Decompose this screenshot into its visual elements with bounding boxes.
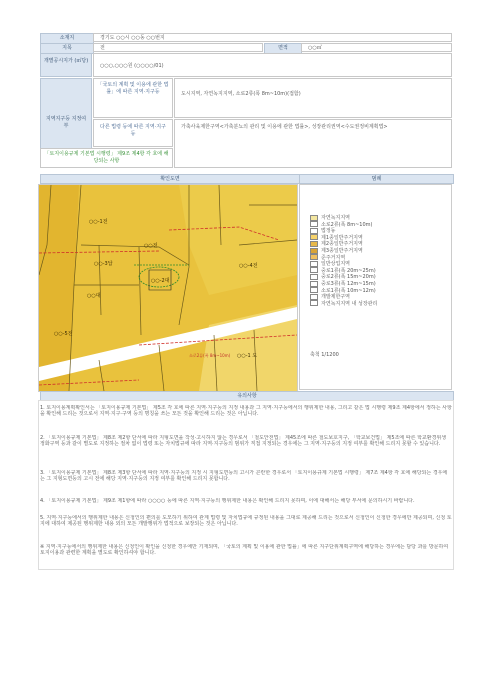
legend-label: 소로1류(폭 10m~12m) xyxy=(321,287,376,294)
legend-label: 법정동 xyxy=(321,228,336,235)
legend-item xyxy=(310,288,376,293)
legend-item xyxy=(310,268,376,273)
legend-swatch xyxy=(310,221,318,227)
map-scale: 축척 1/1200 xyxy=(310,352,339,358)
notice-paragraph: 4. 「토지이용규제 기본법」 제9조 제1항에 따라 ○○○○ 등에 따른 지역·지구등의 행위제한 내용은 확인해 드리지 못하며, 이에 대해서는 해당 부서에 문의하시기 바랍니다. xyxy=(40,498,415,504)
legend-item xyxy=(310,222,372,227)
legend-header: 범례 xyxy=(299,174,454,184)
notice-paragraph: 5. 지역·지구등에서의 행위제한 내용은 신청인의 편의를 도모하기 위하여 관계 법령 및 자치법규에 규정된 내용을 그대로 제공해 드리는 것으로서 신청인이 신청한 경우에만 제공되며, 신청 토지에 대하여 제공된 행위제한 내용 외의 모든 개발행위가 법적으로 보장되는 것은 아닙니다. xyxy=(40,515,452,528)
zoning-row2-label xyxy=(93,119,173,147)
area-value: ○○㎡ xyxy=(301,43,452,52)
map-parcel-label: ○○-1전 xyxy=(89,219,108,225)
map-road-label: 소로2류(폭 8m~10m) xyxy=(189,353,231,358)
zoning-row2-value xyxy=(174,119,452,168)
location-value: 경기도 ○○시 ○○동 ○○번지 xyxy=(93,33,452,42)
map-header: 확인도면 xyxy=(40,174,300,184)
legend-item xyxy=(310,301,377,306)
legend-item xyxy=(310,294,350,299)
legend-item xyxy=(310,255,345,260)
legend-label: 제2종일반주거지역 xyxy=(321,241,363,248)
notice-paragraph: 2. 「토지이용규제 기본법」 제8조 제2항 단서에 따라 지형도면을 작성·고시하지 않는 경우로서 「철도안전법」 제45조에 따른 철도보호지구, 「학교보건법」 제5조에 따른 학교환경위생 정화구역 등과 같이 별도로 지정하는 절차 없이 법령 또는 자치법규에 따라 지역·지구등의 범위가 직접 지정되는 경우에는 그 지역·지구등의 지정 여부를 확인해 드리지 못할 수 있습니다. xyxy=(40,435,447,448)
map-parcel-label: ○○대 xyxy=(87,293,101,299)
map-parcel-label: ○○-4전 xyxy=(239,263,258,269)
map-parcel-label: ○○-2대 xyxy=(151,278,170,284)
zoning-row3-label xyxy=(40,148,173,168)
legend-swatch xyxy=(310,228,318,234)
legend-item xyxy=(310,274,376,279)
legend-label: 제1종일반주거지역 xyxy=(321,234,363,241)
price-label: 개별공시지가 (㎡당) xyxy=(40,53,92,77)
legend-swatch xyxy=(310,294,318,300)
notice-paragraph: ※ 지역·지구등에서의 행위제한 내용은 신청인이 확인을 신청한 경우에만 기재되며, 「국토의 계획 및 이용에 관한 법률」에 따른 지구단위계획구역에 해당하는 경우에는 담당 과를 방문하여 토지이용과 관련한 계획을 별도로 확인하셔야 합니다. xyxy=(40,544,449,557)
legend-label: 중로3류(폭 12m~15m) xyxy=(321,281,376,287)
notice-paragraph: 3. 「토지이용규제 기본법」 제8조 제3항 단서에 따라 지역·지구등의 지정 시 지형도면등의 고시가 곤란한 경우로서 「토지이용규제 기본법 시행령」 제7조 제4항 각 호에 해당되는 경우에는 그 지형도면등의 고시 전에 해당 지역·지구등의 지정 여부를 확인해 드리지 못합니다. xyxy=(40,470,448,483)
legend-item xyxy=(310,248,363,253)
legend-swatch xyxy=(310,287,318,293)
map-parcel-label: ○○-3답 xyxy=(94,261,113,267)
jimok-label: 지목 xyxy=(40,43,94,54)
zoning-label: 지역지구등 지정여부 xyxy=(40,78,92,168)
price-value: ○○○,○○○원 (○○○○/01) xyxy=(93,53,452,77)
notice-paragraph: 1. 토지이용계획확인서는 「토지이용규제 기본법」 제5조 각 호에 따른 지역·지구등의 지정 내용과 그 지역·지구등에서의 행위제한 내용, 그리고 같은 법 시행령 제9조 제4항에서 정하는 사항을 확인해 드리는 것으로서 지역·지구·구역 등의 명칭을 쓰는 모든 것을 확인해 드리는 것은 아닙니다. xyxy=(40,405,452,418)
zoning-row2-value-text: 가축사육제한구역<가축분뇨의 관리 및 이용에 관한 법률>, 성장관리권역<수도권정비계획법> xyxy=(181,124,388,130)
jimok-value: 전 xyxy=(93,43,263,52)
legend-label: 개발제한구역 xyxy=(321,294,350,301)
map-canvas xyxy=(39,185,297,391)
legend-item xyxy=(310,235,363,240)
legend-swatch xyxy=(310,300,318,306)
map-panel xyxy=(38,184,298,392)
legend-swatch xyxy=(310,254,318,260)
legend-swatch xyxy=(310,281,318,287)
legend-panel xyxy=(299,184,452,390)
legend-item xyxy=(310,281,376,286)
legend-label: 자연녹지지역 내 성장관리 xyxy=(321,300,378,307)
map-parcel-label: ○○전 xyxy=(144,243,158,249)
zoning-row3-label-text: 「토지이용규제 기본법 시행령」 제9조 제4항 각 호에 해당되는 사항 xyxy=(44,151,169,164)
location-label: 소재지 xyxy=(40,33,94,44)
zoning-row1-label xyxy=(93,78,173,118)
legend-label: 중로2류(폭 15m~20m) xyxy=(321,274,376,281)
legend-swatch xyxy=(310,267,318,273)
legend-swatch xyxy=(310,248,318,254)
legend-swatch xyxy=(310,215,318,221)
legend-item xyxy=(310,241,363,246)
legend-label: 소로2류(폭 8m~10m) xyxy=(321,221,373,228)
legend-swatch xyxy=(310,261,318,267)
legend-label: 준주거지역 xyxy=(321,254,346,261)
zoning-row1-label-text: 「국토의 계획 및 이용에 관한 법률」에 따른 지역·지구등 xyxy=(97,82,169,95)
zoning-row1-value xyxy=(174,78,452,118)
legend-label: 중로1류(폭 20m~25m) xyxy=(321,267,376,274)
notice-header: 유의사항 xyxy=(40,391,454,401)
zoning-row1-value-text: 도시지역, 자연녹지지역, 소로2류(폭 8m~10m)(접함) xyxy=(181,91,301,97)
legend-item xyxy=(310,261,350,266)
legend-label: 제3종일반주거지역 xyxy=(321,248,363,254)
legend-label: 일반상업지역 xyxy=(321,261,350,268)
legend-item xyxy=(310,228,336,233)
map-parcel-label: ○○-5전 xyxy=(54,331,73,337)
legend-swatch xyxy=(310,274,318,280)
map-parcel-label: ○○-1 도 xyxy=(237,353,258,359)
legend-label: 자연녹지지역 xyxy=(321,215,350,221)
legend-swatch xyxy=(310,241,318,247)
legend-item xyxy=(310,215,350,220)
legend-swatch xyxy=(310,234,318,240)
area-label: 면적 xyxy=(264,43,302,54)
zoning-row2-label-text: 다른 법령 등에 따른 지역·지구등 xyxy=(100,124,166,137)
